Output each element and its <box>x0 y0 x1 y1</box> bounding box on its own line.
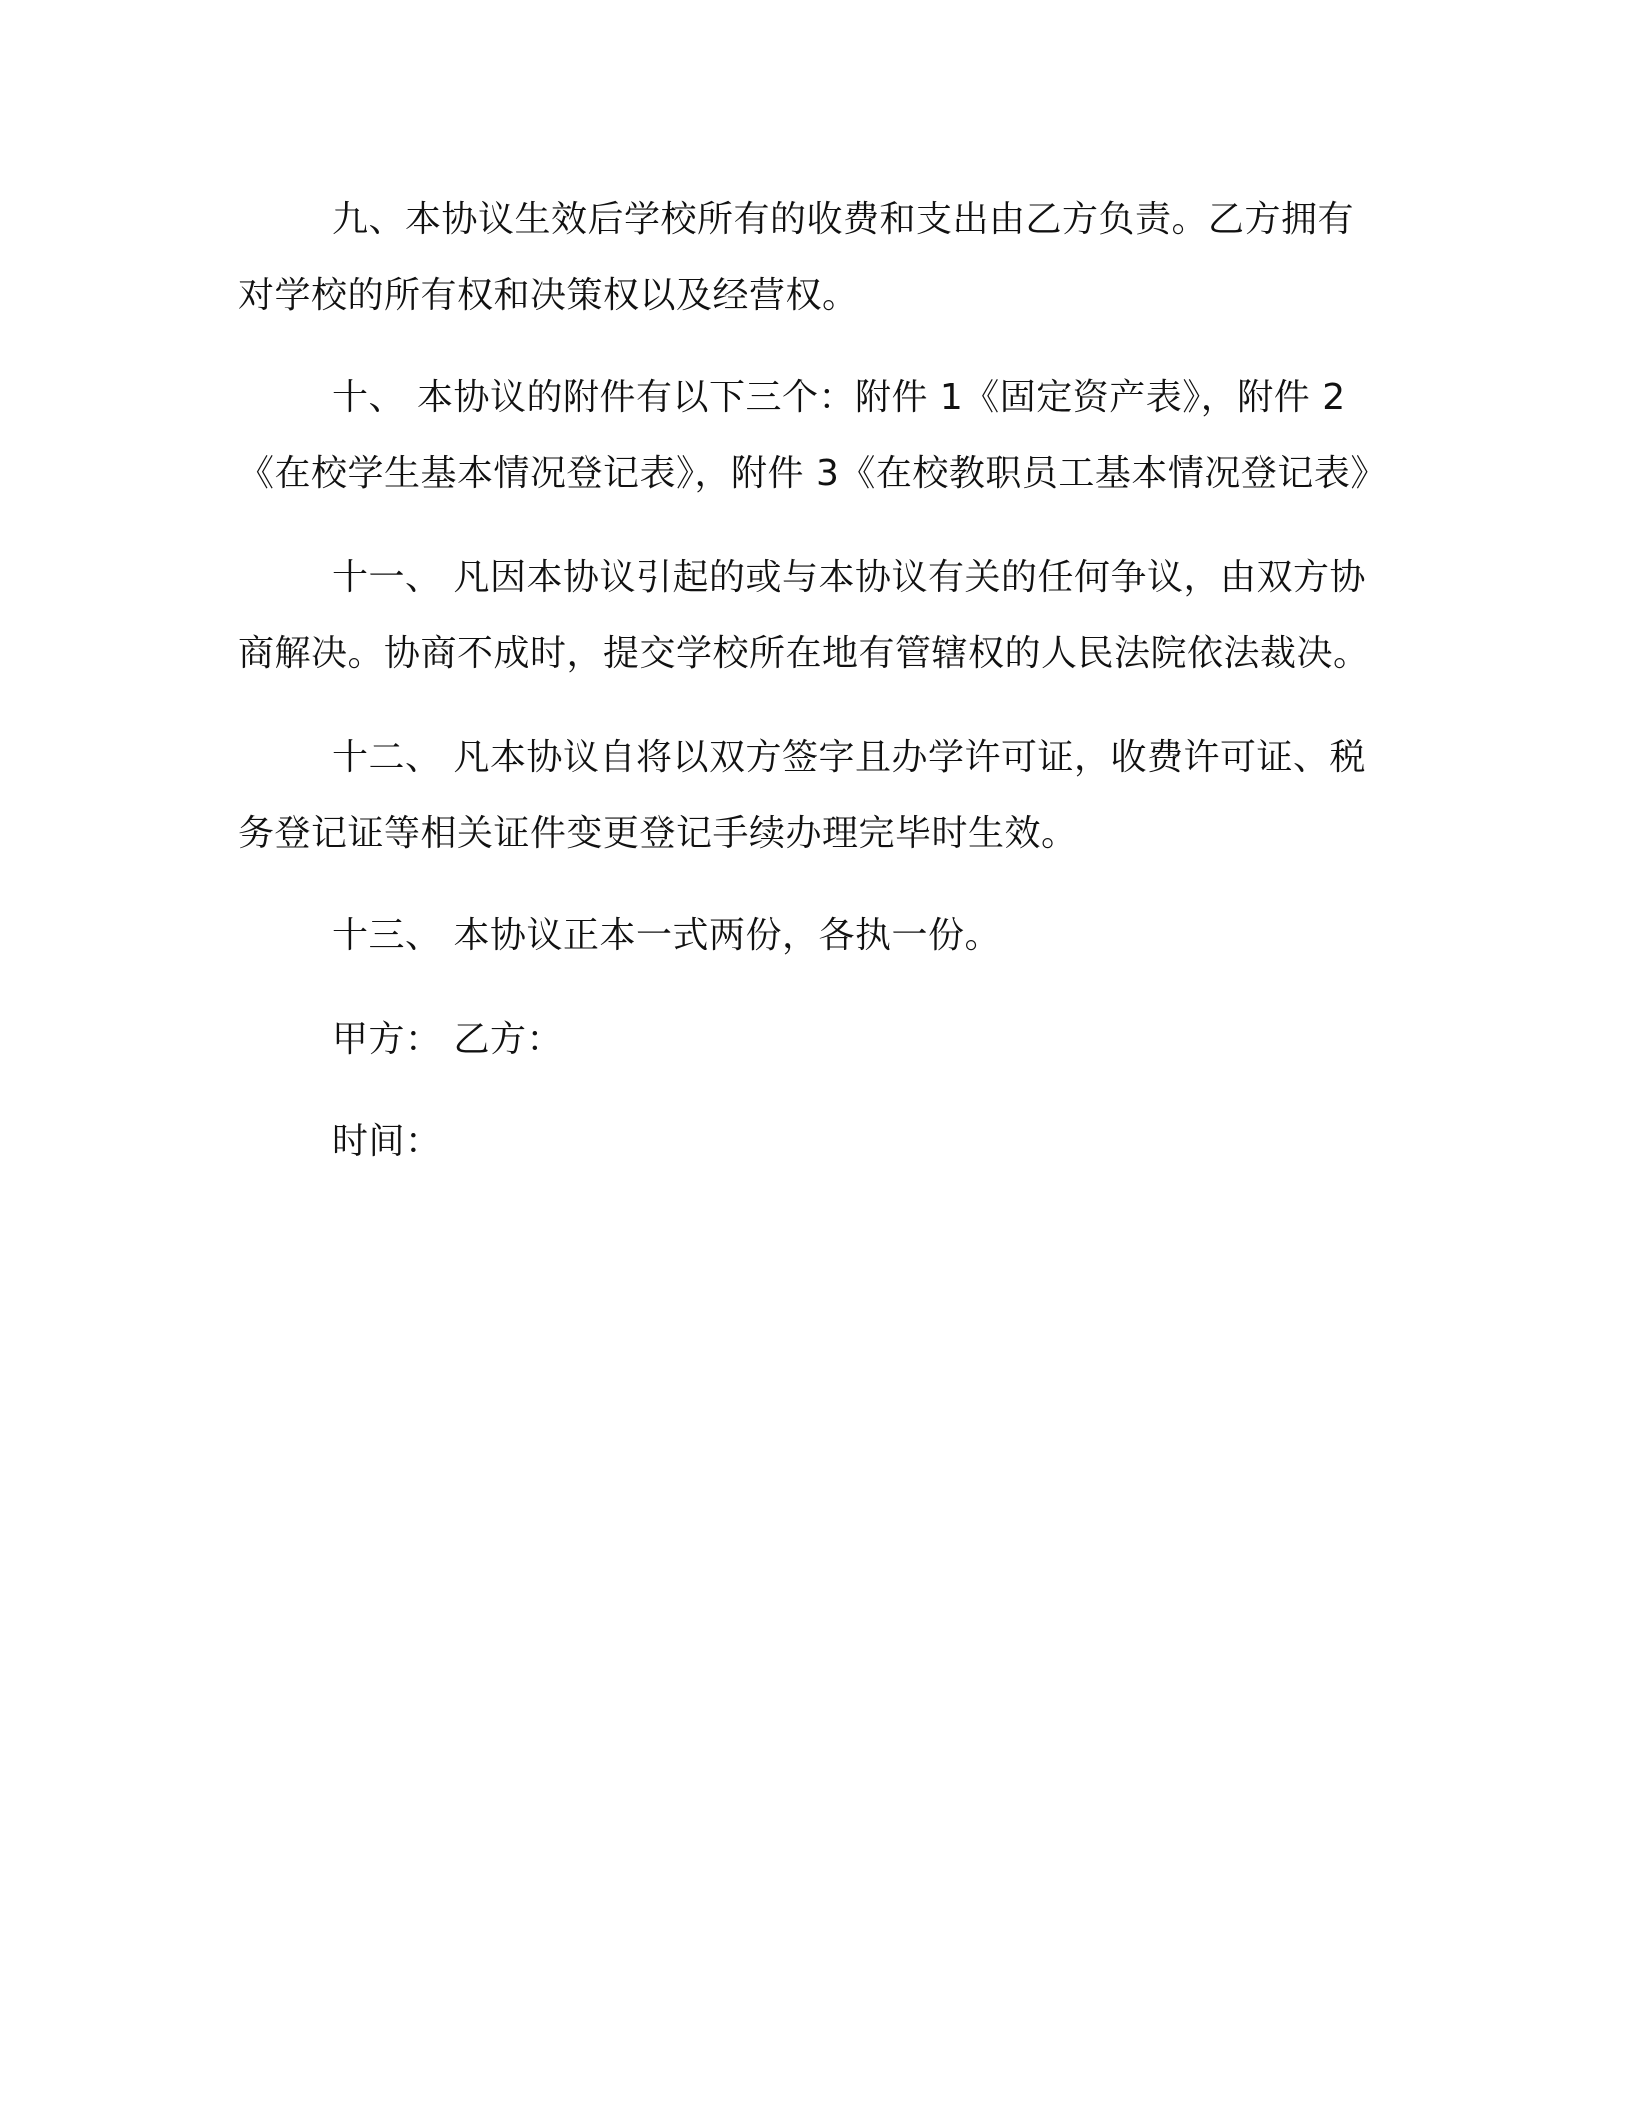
clause-13-line-1: 十三、 本协议正本一式两份，各执一份。 <box>332 915 1001 956</box>
clause-11-line-2: 商解决。协商不成时，提交学校所在地有管辖权的人民法院依法裁决。 <box>238 633 1370 674</box>
clause-11-line-1: 十一、 凡因本协议引起的或与本协议有关的任何争议，由双方协 <box>332 557 1366 598</box>
clause-12-line-1: 十二、 凡本协议自将以双方签字且办学许可证，收费许可证、税 <box>332 737 1366 778</box>
clause-10-line-2: 《在校学生基本情况登记表》，附件 3《在校教职员工基本情况登记表》 <box>238 453 1387 494</box>
signature-line: 甲方： 乙方： <box>332 1019 563 1060</box>
clause-12-line-2: 务登记证等相关证件变更登记手续办理完毕时生效。 <box>238 813 1078 854</box>
clause-10-line-1: 十、 本协议的附件有以下三个：附件 1《固定资产表》，附件 2 <box>332 377 1346 418</box>
date-line: 时间： <box>332 1121 442 1162</box>
clause-9-line-2: 对学校的所有权和决策权以及经营权。 <box>238 275 859 316</box>
clause-9-line-1: 九、本协议生效后学校所有的收费和支出由乙方负责。乙方拥有 <box>332 199 1355 240</box>
